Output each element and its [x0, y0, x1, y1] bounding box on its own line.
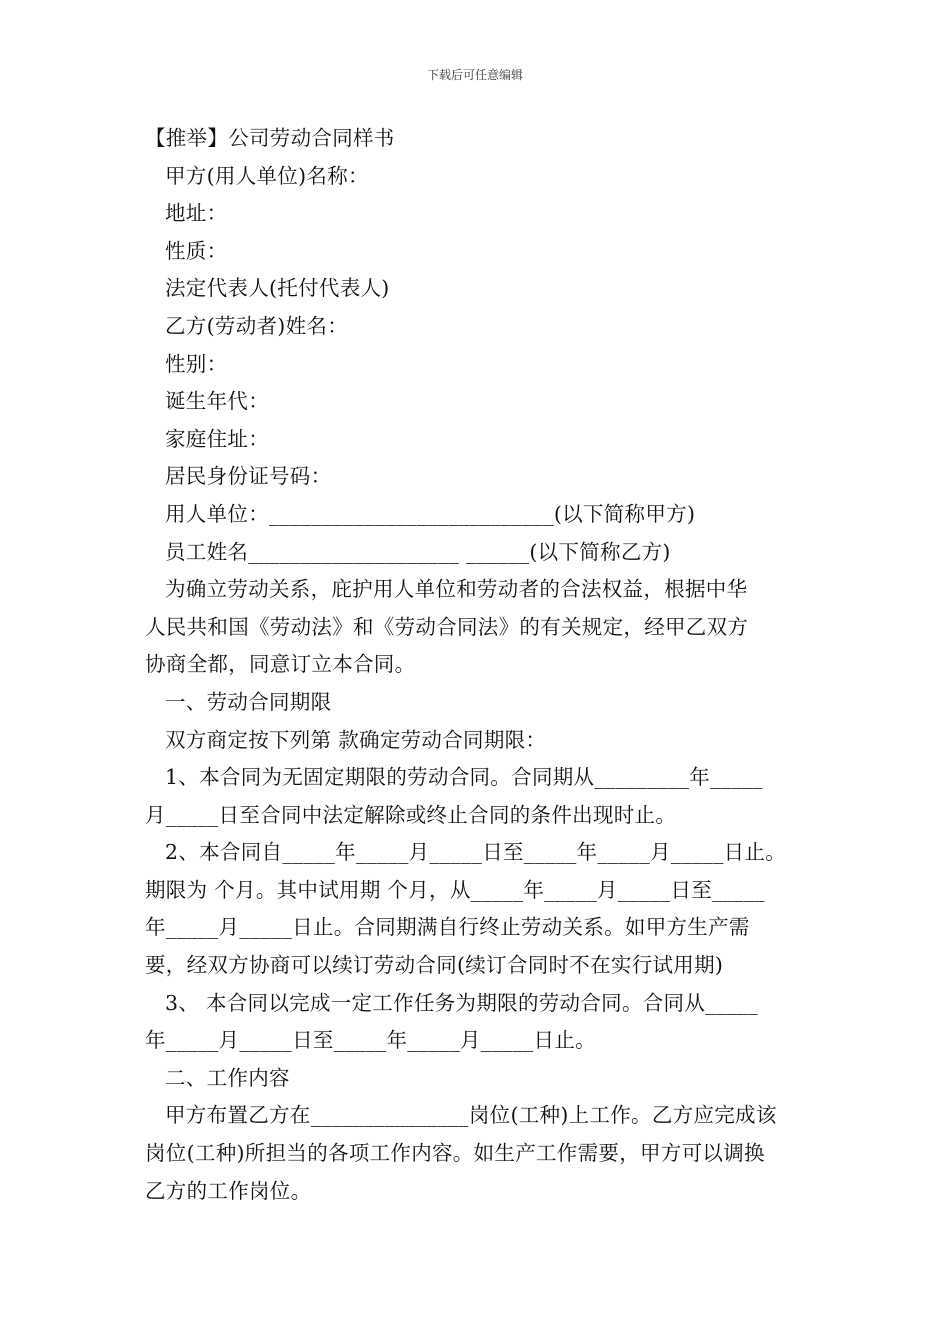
- paragraph-line: 双方商定按下列第 款确定劳动合同期限：: [165, 727, 547, 752]
- paragraph-line: 诞生年代：: [165, 389, 269, 414]
- paragraph-line: 月_____日至合同中法定解除或终止合同的条件出现时止。: [145, 802, 677, 827]
- paragraph-line: 岗位(工种)所担当的各项工作内容。如生产工作需要，甲方可以调换: [145, 1141, 765, 1166]
- paragraph-line: 2、本合同自_____年_____月_____日至_____年_____月_____日止。: [165, 840, 787, 865]
- paragraph-line: 年_____月_____日至_____年_____月_____日止。: [145, 1028, 596, 1053]
- paragraph-line: 二、工作内容: [165, 1065, 290, 1090]
- paragraph-line: 甲方(用人单位)名称：: [165, 163, 369, 188]
- paragraph-line: 性质：: [165, 238, 228, 263]
- paragraph-line: 协商全都，同意订立本合同。: [145, 652, 416, 677]
- page-header: 下载后可任意编辑: [426, 68, 523, 82]
- paragraph-line: 地址：: [165, 201, 228, 226]
- paragraph-line: 性别：: [165, 351, 228, 376]
- paragraph-line: 居民身份证号码：: [165, 464, 332, 489]
- document-lines: [145, 158, 825, 1211]
- paragraph-line: 家庭住址：: [165, 426, 269, 451]
- paragraph-line: 甲方布置乙方在_______________岗位(工种)上工作。乙方应完成该: [165, 1103, 777, 1128]
- paragraph-line: 要，经双方协商可以续订劳动合同(续订合同时不在实行试用期): [145, 953, 724, 978]
- document-body: [145, 120, 825, 1210]
- paragraph-line: 用人单位：___________________________(以下简称甲方): [165, 501, 696, 526]
- paragraph-line: 乙方的工作岗位。: [145, 1178, 312, 1203]
- paragraph-line: 乙方(劳动者)姓名：: [165, 313, 348, 338]
- paragraph-line: 一、劳动合同期限: [165, 689, 332, 714]
- document-title: 【推举】公司劳动合同样书: [145, 126, 395, 150]
- paragraph-line: 1、本合同为无固定期限的劳动合同。合同期从_________年_____: [165, 765, 763, 790]
- paragraph-line: 3、 本合同以完成一定工作任务为期限的劳动合同。合同从_____: [165, 990, 758, 1015]
- paragraph-line: 为确立劳动关系，庇护用人单位和劳动者的合法权益，根据中华: [165, 577, 748, 602]
- paragraph-line: 年_____月_____日止。合同期满自行终止劳动关系。如甲方生产需: [145, 915, 750, 940]
- paragraph-line: 人民共和国《劳动法》和《劳动合同法》的有关规定，经甲乙双方: [145, 614, 749, 639]
- paragraph-line: 员工姓名____________________ ______(以下简称乙方): [165, 539, 671, 564]
- paragraph-line: 期限为 个月。其中试用期 个月，从_____年_____月_____日至_____: [145, 877, 765, 902]
- paragraph-line: 法定代表人(托付代表人): [165, 276, 390, 301]
